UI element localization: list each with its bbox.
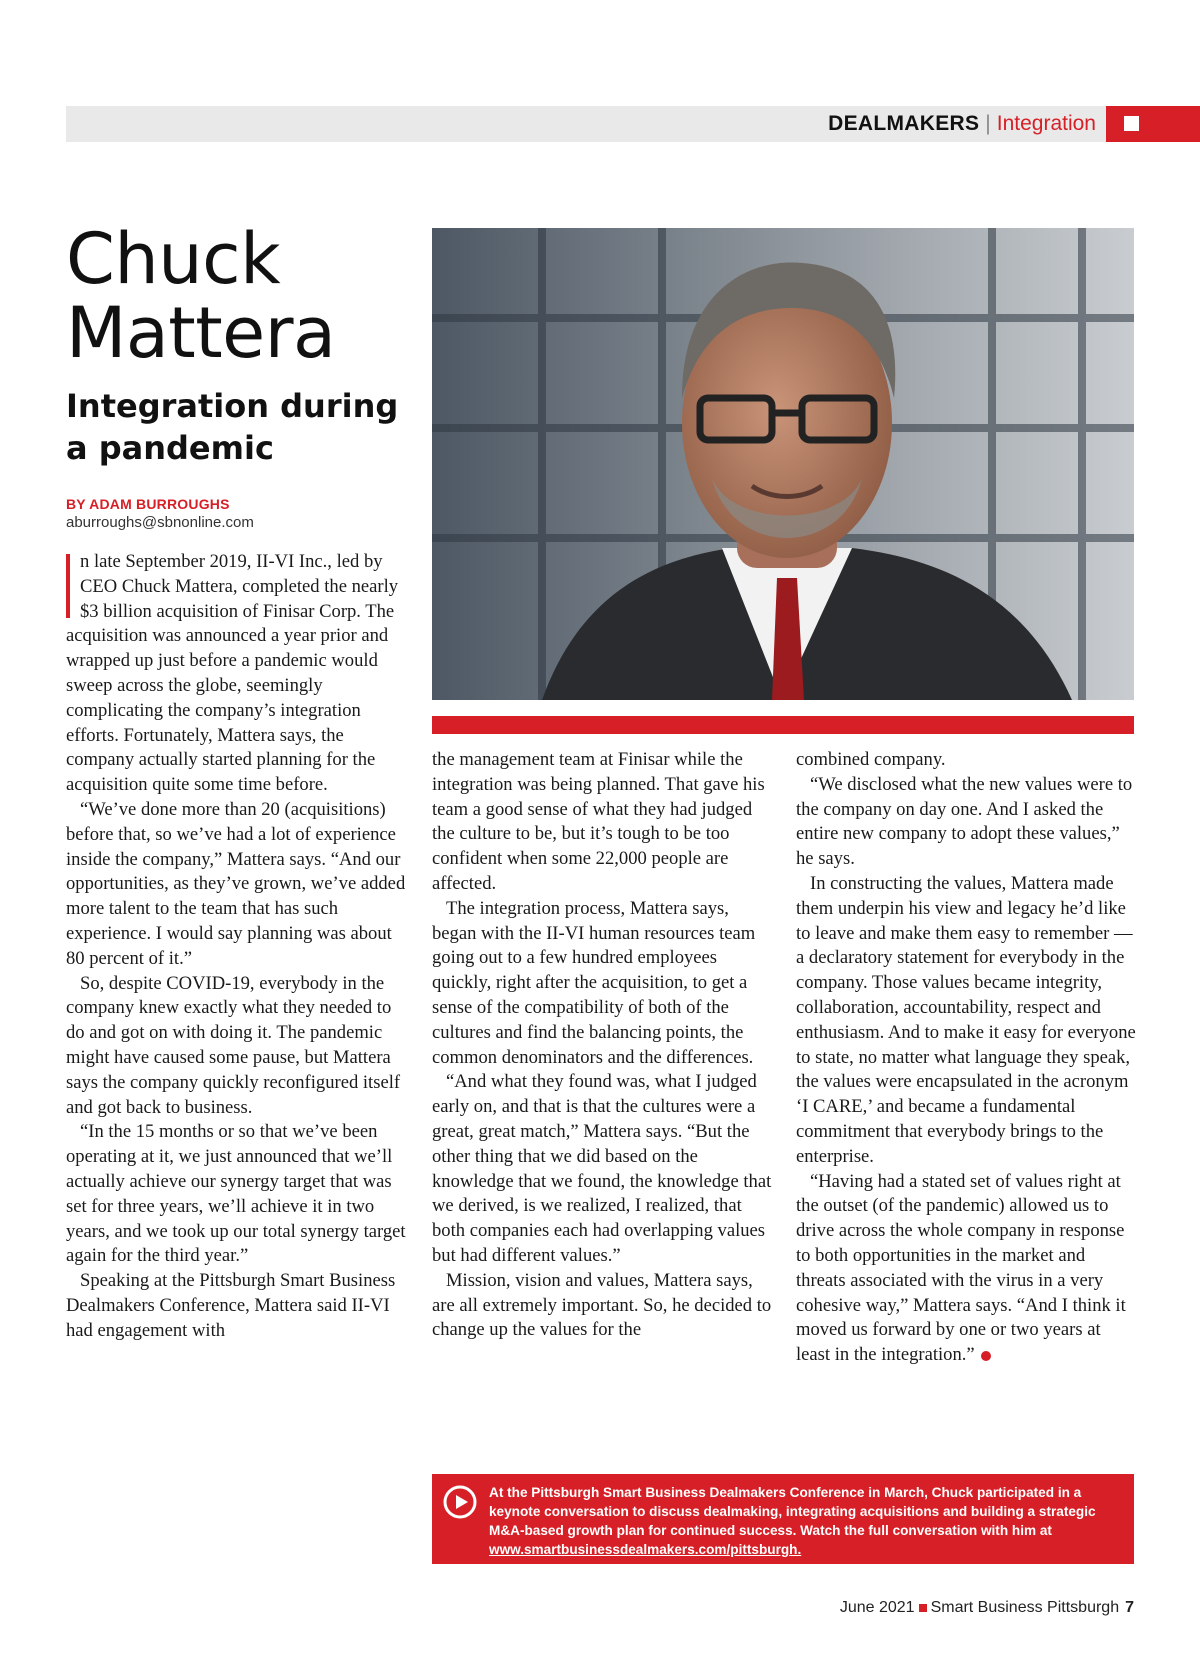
- portrait-photo: [432, 228, 1134, 700]
- section-header-bar: [66, 106, 1200, 142]
- paragraph: In constructing the values, Mattera made them underpin his view and legacy he’d like to leave and make them easy to remember — a declaratory statement for everybody in the company. Those values became integrity, collaboration, accountability, respect and enthusiasm. And to make it easy for everyone to state, no matter what language they speak, the values were encapsulated in the acronym ‘I CARE,’ and became a fundamental commitment that everybody brings to the enterprise.: [796, 872, 1136, 1167]
- portrait-illustration: [432, 228, 1134, 700]
- drop-cap-bar: [66, 554, 70, 618]
- paragraph: The integration process, Mattera says, began with the II-VI human resources team going out to a few hundred employees quickly, right after the acquisition, to get a sense of the compatibility of both of the cultures and find the balancing points, the common denominators and the differences.: [432, 897, 756, 1068]
- paragraph: combined company.: [796, 749, 946, 770]
- body-column-3: [796, 748, 1136, 1368]
- square-bullet-icon: [919, 1604, 927, 1612]
- section-name: DEALMAKERS: [828, 112, 980, 135]
- article-title: [66, 218, 336, 374]
- issue-date: June 2021: [839, 1599, 915, 1616]
- title-last-name: Mattera: [66, 292, 336, 374]
- paragraph: “In the 15 months or so that we’ve been operating at it, we just announced that we’ll actually achieve our synergy target that was set for three years, we’ll achieve it in two years, and we took up our total synergy target again for the third year.”: [66, 1121, 406, 1267]
- section-separator: |: [985, 112, 991, 135]
- paragraph: the management team at Finisar while the integration was being planned. That gave his team a good sense of what they had judged the culture to be, but it’s tough to be too confident when some 22,000 people are affected.: [432, 749, 765, 894]
- conference-video-link[interactable]: www.smartbusinessdealmakers.com/pittsburgh.: [489, 1542, 802, 1557]
- paragraph: So, despite COVID-19, everybody in the company knew exactly what they needed to do and got on with doing it. The pandemic might have caused some pause, but Mattera says the company quickly reconfigured itself and got back to business.: [66, 972, 401, 1118]
- page-number: 7: [1125, 1599, 1134, 1616]
- author-email[interactable]: aburroughs@sbnonline.com: [66, 514, 254, 531]
- header-accent-block: [1106, 106, 1200, 142]
- title-first-name: Chuck: [66, 218, 281, 300]
- square-icon: [1124, 116, 1139, 131]
- callout-text: [489, 1483, 1119, 1559]
- section-header-label: [828, 106, 1096, 142]
- article-subtitle: Integration during a pandemic: [66, 387, 399, 467]
- photo-accent-rule: [432, 716, 1134, 734]
- paragraph: [796, 1170, 1136, 1368]
- paragraph: “We disclosed what the new values were to the company on day one. And I asked the entire new company to adopt these values,” he says.: [796, 773, 1133, 870]
- paragraph: “And what they found was, what I judged early on, and that is that the cultures were a great, great match,” Mattera says. “But the other thing that we did based on the knowledge that we found, the knowledge that we derived, is we realized, I realized, that both companies each had overlapping values but had different values.”: [432, 1071, 772, 1266]
- body-column-2: [432, 748, 772, 1343]
- end-mark-dot-icon: [981, 1351, 991, 1361]
- section-topic: Integration: [996, 112, 1096, 135]
- video-callout-box: [432, 1474, 1134, 1564]
- body-column-1: [66, 550, 406, 1344]
- paragraph: “We’ve done more than 20 (acquisitions) before that, so we’ve had a lot of experience inside the company,” Mattera says. “And our opportunities, as they’ve grown, we’ve added more talent to the team that has such experience. I would say planning was about 80 percent of it.”: [66, 798, 406, 969]
- paragraph-text: “Having had a stated set of values right at the outset (of the pandemic) allowed us to drive across the whole company in response to both opportunities in the market and threats associated with the virus in a very cohesive way,” Mattera says. “And I think it moved us forward by one or two years at least in the integration.”: [796, 1170, 1126, 1366]
- paragraph-text: n late September 2019, II-VI Inc., led by CEO Chuck Mattera, completed the nearly $3 billion acquisition of Finisar Corp. The acquisition was announced a year prior and wrapped up just before a pandemic would sweep across the globe, seemingly complicating the company’s integration efforts. Fortunately, Mattera says, the company actually started planning for the acquisition quite some time before.: [66, 551, 399, 796]
- play-circle-icon[interactable]: [442, 1484, 478, 1520]
- paragraph: Speaking at the Pittsburgh Smart Business Dealmakers Conference, Mattera said II-VI had engagement with: [66, 1270, 396, 1341]
- paragraph: Mission, vision and values, Mattera says, are all extremely important. So, he decided to change up the values for the: [432, 1269, 772, 1341]
- publication-name: Smart Business Pittsburgh: [930, 1599, 1120, 1616]
- callout-body: At the Pittsburgh Smart Business Dealmakers Conference in March, Chuck participated in a keynote conversation to discuss dealmaking, integrating acquisitions and building a strategic M&A-based growth plan for continued success. Watch the full conversation with him at: [489, 1485, 1096, 1538]
- page-footer: [840, 1599, 1134, 1617]
- author-byline: BY ADAM BURROUGHS: [66, 496, 230, 512]
- paragraph: [66, 550, 406, 798]
